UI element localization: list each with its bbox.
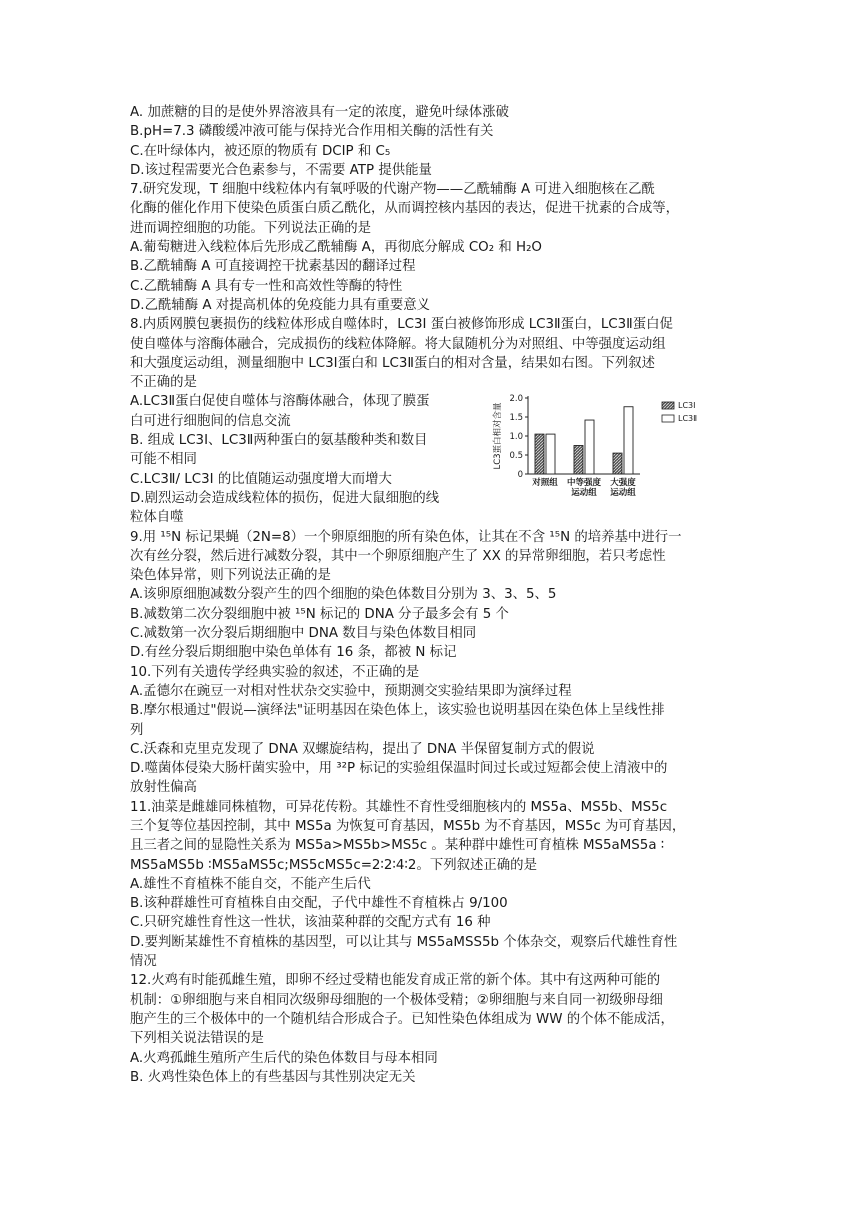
text-line: C.乙酰辅酶 A 具有专一性和高效性等酶的特性 [130,278,403,294]
text-line: 放射性偏高 [130,780,197,796]
text-line: C.减数第一次分裂后期细胞中 DNA 数目与染色体数目相同 [130,626,477,642]
x-category-label: 中等强度 [566,478,602,489]
text-line: 白可进行细胞间的信息交流 [130,413,291,429]
text-line: 进而调控细胞的功能。下列说法正确的是 [130,220,372,236]
text-block-top [130,103,740,392]
text-line: B. 组成 LC3Ⅰ、LC3Ⅱ两种蛋白的氨基酸种类和数目 [130,433,428,449]
text-line: B.摩尔根通过"假说—演绎法"证明基因在染色体上，该实验也说明基因在染色体上呈线性排 [130,703,665,719]
lc3-bar-chart [492,388,727,504]
text-line: C.沃森和克里克发现了 DNA 双螺旋结构，提出了 DNA 半保留复制方式的假说 [130,741,595,757]
text-line: 不正确的是 [130,375,197,391]
x-category-label: 对照组 [532,478,558,489]
text-line: 8.内质网膜包裹损伤的线粒体形成自噬体时，LC3Ⅰ 蛋白被修饰形成 LC3Ⅱ蛋白，LC3Ⅱ蛋白促 [130,317,673,333]
text-line: B.该种群雄性可育植株自由交配，子代中雄性不育植株占 9/100 [130,896,508,912]
text-line: C.只研究雄性育性这一性状，该油菜种群的交配方式有 16 种 [130,915,491,931]
text-line: 10.下列有关遗传学经典实验的叙述，不正确的是 [130,664,420,680]
text-line: 次有丝分裂，然后进行减数分裂，其中一个卵原细胞产生了 XX 的异常卵细胞，若只考虑性 [130,548,666,564]
text-block-bottom [130,528,740,1088]
text-line: D.该过程需要光合色素参与，不需要 ATP 提供能量 [130,162,432,178]
text-line: 且三者之间的显隐性关系为 MS5a>MS5b>MS5c 。某种群中雄性可育植株 MS5aMS5a ∶ [130,838,665,854]
text-line: 7.研究发现，T 细胞中线粒体内有氧呼吸的代谢产物——乙酰辅酶 A 可进入细胞核在乙酰 [130,182,655,198]
text-line: MS5aMS5b ∶MS5aMS5c;MS5cMS5c=2∶2∶4∶2。下列叙述正确的是 [130,857,537,873]
y-tick-label: 2.0 [509,394,523,405]
text-line: 12.火鸡有时能孤雌生殖，即卵不经过受精也能发育成正常的新个体。其中有这两种可能的 [130,973,661,989]
text-line: B.pH=7.3 磷酸缓冲液可能与保持光合作用相关酶的活性有关 [130,124,494,140]
text-line: 列 [130,722,144,738]
text-line: D.乙酰辅酶 A 对提高机体的免疫能力具有重要意义 [130,297,431,313]
question-8-options [130,392,480,527]
y-axis-label: LC3蛋白相对含量 [493,402,503,470]
legend-label: LC3Ⅰ [678,401,696,411]
text-line: 使自噬体与溶酶体融合，完成损伤的线粒体降解。将大鼠随机分为对照组、中等强度运动组 [130,336,666,352]
text-line: 可能不相同 [130,452,197,468]
x-category-label: 运动组 [571,488,597,499]
bar-lc3-1 [613,454,622,475]
text-line: 下列相关说法错误的是 [130,1031,264,1047]
text-line: A.雄性不育植株不能自交，不能产生后代 [130,876,371,892]
text-line: D.噬菌体侵染大肠杆菌实验中，用 ³²P 标记的实验组保温时间过长或过短都会使上清液中的 [130,761,668,777]
text-line: 机制：①卵细胞与来自相同次级卵母细胞的一个极体受精；②卵细胞与来自同一初级卵母细 [130,992,663,1008]
y-tick-label: 1.0 [509,432,523,443]
y-tick-label: 0 [517,470,523,481]
bar-lc3-1 [535,435,544,475]
bar-lc3-1 [574,446,583,475]
text-line: C.在叶绿体内，被还原的物质有 DCIP 和 C₅ [130,143,391,159]
x-category-label: 大强度 [610,478,636,489]
text-line: 11.油菜是雌雄同株植物，可异花传粉。其雄性不育性受细胞核内的 MS5a、MS5b、MS5c [130,799,668,815]
text-line: 和大强度运动组，测量细胞中 LC3Ⅰ蛋白和 LC3Ⅱ蛋白的相对含量，结果如右图。下列叙述 [130,355,655,371]
legend-swatch [662,415,674,422]
text-line: D.要判断某雄性不育植株的基因型，可以让其与 MS5aMSS5b 个体杂交，观察后代雄性育性 [130,934,678,950]
text-line: 粒体自噬 [130,510,184,526]
bar-lc3-2 [585,420,594,474]
text-line: B.减数第二次分裂细胞中被 ¹⁵N 标记的 DNA 分子最多会有 5 个 [130,606,509,622]
text-line: A.葡萄糖进入线粒体后先形成乙酰辅酶 A，再彻底分解成 CO₂ 和 H₂O [130,240,542,256]
legend-label: LC3Ⅱ [678,414,698,424]
question-8-options-with-chart [130,392,740,527]
text-line: 三个复等位基因控制，其中 MS5a 为恢复可育基因，MS5b 为不育基因，MS5c 为可育基因， [130,819,686,834]
x-category-label: 运动组 [610,488,636,499]
bar-lc3-2 [624,407,633,474]
text-line: A.火鸡孤雌生殖所产生后代的染色体数目与母本相同 [130,1050,438,1066]
text-line: 胞产生的三个极体中的一个随机结合形成合子。已知性染色体组成为 WW 的个体不能成活， [130,1011,674,1027]
text-line: 染色体异常，则下列说法正确的是 [130,568,331,584]
text-line: A.LC3Ⅱ蛋白促使自噬体与溶酶体融合，体现了膜蛋 [130,394,430,410]
text-line: A.孟德尔在豌豆一对相对性状杂交实验中，预期测交实验结果即为演绎过程 [130,683,572,699]
text-line: D.剧烈运动会造成线粒体的损伤，促进大鼠细胞的线 [130,490,440,506]
bar-lc3-2 [546,435,555,475]
text-line: 化酶的催化作用下使染色质蛋白质乙酰化，从而调控核内基因的表达，促进干扰素的合成等， [130,201,680,217]
text-line: 情况 [130,954,157,970]
y-tick-label: 0.5 [509,451,523,462]
text-line: A. 加蔗糖的目的是使外界溶液具有一定的浓度，避免叶绿体涨破 [130,105,509,120]
document-page [130,103,740,1087]
legend-swatch [662,402,674,409]
text-line: 9.用 ¹⁵N 标记果蝇（2N=8）一个卵原细胞的所有染色体，让其在不含 ¹⁵N 的培养基中进行一 [130,529,682,545]
text-line: A.该卵原细胞减数分裂产生的四个细胞的染色体数目分别为 3、3、5、5 [130,587,557,603]
text-line: B. 火鸡性染色体上的有些基因与其性别决定无关 [130,1069,416,1085]
text-line: D.有丝分裂后期细胞中染色单体有 16 条，都被 N 标记 [130,645,457,661]
text-line: B.乙酰辅酶 A 可直接调控干扰素基因的翻译过程 [130,259,416,275]
text-line: C.LC3Ⅱ/ LC3Ⅰ 的比值随运动强度增大而增大 [130,471,392,487]
y-tick-label: 1.5 [509,413,523,424]
